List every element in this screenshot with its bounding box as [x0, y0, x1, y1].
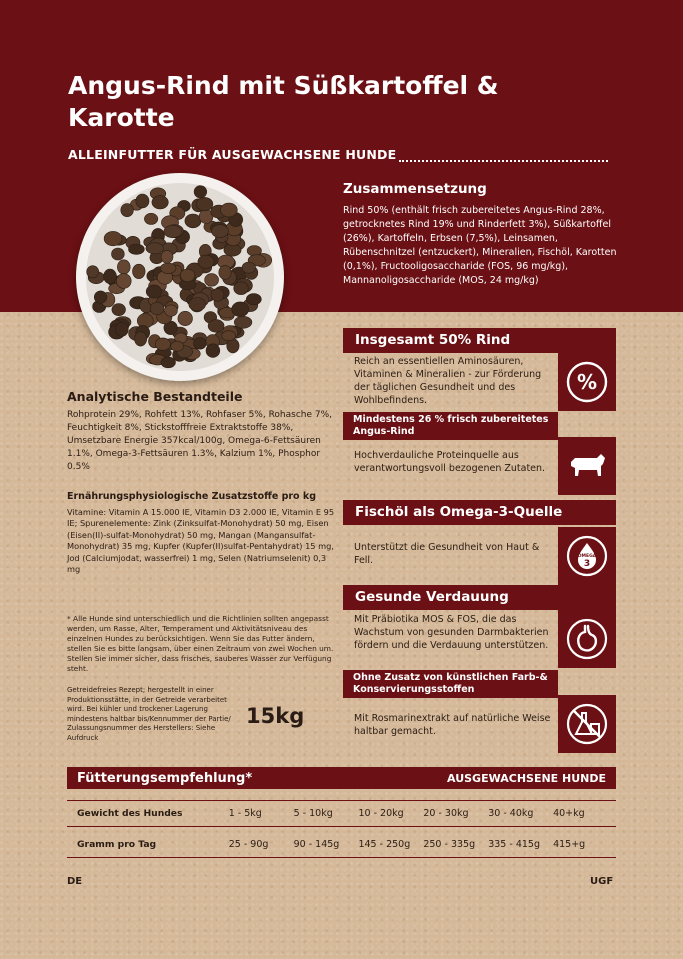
kibble-pile-icon	[86, 183, 274, 371]
table-cell: 250 - 335g	[423, 839, 476, 850]
table-row	[67, 801, 616, 827]
additives-text: Vitamine: Vitamin A 15.000 IE, Vitamin D3 2.000 IE, Vitamin E 95 IE; Spurenelemente: Zink (Zinksulfat-Monohydrat) 50 mg, Eisen (Eisen(II)-sulfat-Monohydrat) 50 mg, Mangan (Mangansulfat-Monohydrat) 35 mg, Kupfer (Kupfer(II)sulfat-Pentahydrat) 15 mg, Jod (Calciumjodat, wasserfrei) 1 mg, Selen (Natriumselenit) 0,3 mg	[67, 507, 335, 575]
additives-heading: Ernährungsphysiologische Zusatzstoffe pro kg	[67, 491, 317, 502]
subtitle-text: ALLEINFUTTER FÜR AUSGEWACHSENE HUNDE	[68, 147, 397, 162]
product-subtitle	[68, 147, 608, 162]
feature-text-rosemary: Mit Rosmarinextrakt auf natürliche Weise haltbar gemacht.	[354, 713, 551, 737]
table-row	[67, 832, 616, 858]
analytical-heading: Analytische Bestandteile	[67, 389, 243, 404]
table-cell: 40+kg	[553, 808, 585, 819]
feature-heading-digestion: Gesunde Verdauung	[343, 585, 616, 610]
feature-text-digestion: Mit Präbiotika MOS & FOS, die das Wachstum von gesunden Darmbakterien fördern und die Verdauung unterstützen.	[354, 614, 549, 651]
language-code: DE	[67, 876, 83, 887]
table-cell: 30 - 40kg	[488, 808, 534, 819]
cow-icon	[558, 437, 616, 495]
feature-text-omega: Unterstützt die Gesundheit von Haut & Fell.	[354, 542, 540, 566]
omega3-icon	[558, 527, 616, 585]
composition-text: Rind 50% (enthält frisch zubereitetes Angus-Rind 28%, getrocknetes Rind 19% und Rinderfett 3%), Süßkartoffel (26%), Kartoffeln, Erbsen (7,5%), Leinsamen, Rübenschnitzel (entzuckert), Mineralien, Fischöl, Karotten (0,1%), Fructooligosaccharide (FOS, 96 mg/kg), Mannanoligosaccharide (MOS, 24 mg/kg)	[343, 205, 617, 286]
feeding-audience: AUSGEWACHSENE HUNDE	[447, 771, 606, 785]
table-cell: 10 - 20kg	[358, 808, 404, 819]
feature-subheading-no-additives: Ohne Zusatz von künstlichen Farb-& Konservierungsstoffen	[343, 670, 558, 698]
kibble-image	[86, 183, 274, 371]
feature-heading-beef: Insgesamt 50% Rind	[343, 328, 616, 353]
table-cell: 5 - 10kg	[293, 808, 333, 819]
gram-row-label: Gramm pro Tag	[77, 839, 157, 850]
stomach-icon	[558, 610, 616, 668]
package-weight: 15kg	[246, 704, 305, 728]
dotted-leader	[399, 152, 608, 162]
svg-text:3: 3	[583, 559, 591, 569]
feature-heading-omega: Fischöl als Omega-3-Quelle	[343, 500, 616, 525]
svg-text:OMEGA: OMEGA	[577, 554, 597, 559]
table-cell: 335 - 415g	[488, 839, 540, 850]
svg-text:%: %	[576, 370, 598, 394]
storage-note: Getreidefreies Rezept; hergestellt in einer Produktionsstätte, in der Getreide verarbeitet wird. Bei kühler und trockener Lagerung mindestens haltbar bis/Kennummer der Partie/ Zulassungsnummer des Herstellers: Siehe Aufdruck	[67, 686, 231, 742]
table-cell: 145 - 250g	[358, 839, 411, 850]
feeding-header	[67, 767, 616, 789]
table-cell: 415+g	[553, 839, 586, 850]
feeding-table	[67, 800, 616, 858]
feeding-note: * Alle Hunde sind unterschiedlich und die Richtlinien sollten angepasst werden, um Rasse, Alter, Temperament und Aktivitätsniveau des einzelnen Hundes zu berücksichtigen. Wenn Sie das Futter ändern, stellen Sie es bitte langsam, über einen Zeitraum von zwei Wochen um. Stellen Sie immer sicher, dass frisches, sauberes Wasser zur Verfügung steht.	[67, 614, 334, 673]
percent-icon	[558, 353, 616, 411]
food-bowl-image	[76, 173, 284, 381]
product-title: Angus-Rind mit Süßkartoffel & Karotte	[68, 71, 499, 132]
table-cell: 20 - 30kg	[423, 808, 469, 819]
table-cell: 90 - 145g	[293, 839, 340, 850]
feature-subheading-angus: Mindestens 26 % frisch zubereitetes Angus-Rind	[343, 412, 558, 440]
analytical-text: Rohprotein 29%, Rohfett 13%, Rohfaser 5%, Rohasche 7%, Feuchtigkeit 8%, Stickstofffreie Extraktstoffe 38%, Umsetzbare Energie 357kcal/100g, Omega-6-Fettsäuren 1.1%, Omega-3-Fettsäuren 1.3%, Kalzium 1%, Phosphor 0.5%	[67, 410, 333, 472]
feature-text-angus: Hochverdauliche Proteinquelle aus verantwortungsvoll bezogenen Zutaten.	[354, 450, 546, 474]
composition-heading: Zusammensetzung	[343, 181, 487, 197]
no-chemicals-icon	[558, 695, 616, 753]
weight-row-label: Gewicht des Hundes	[77, 808, 183, 819]
table-cell: 1 - 5kg	[228, 808, 262, 819]
brand-mark: UGF	[590, 876, 614, 887]
feeding-heading: Fütterungsempfehlung*	[77, 770, 253, 786]
feature-text-beef: Reich an essentiellen Aminosäuren, Vitaminen & Mineralien - zur Förderung der täglichen Gesundheit und des Wohlbefindens.	[354, 356, 542, 406]
table-cell: 25 - 90g	[228, 839, 269, 850]
